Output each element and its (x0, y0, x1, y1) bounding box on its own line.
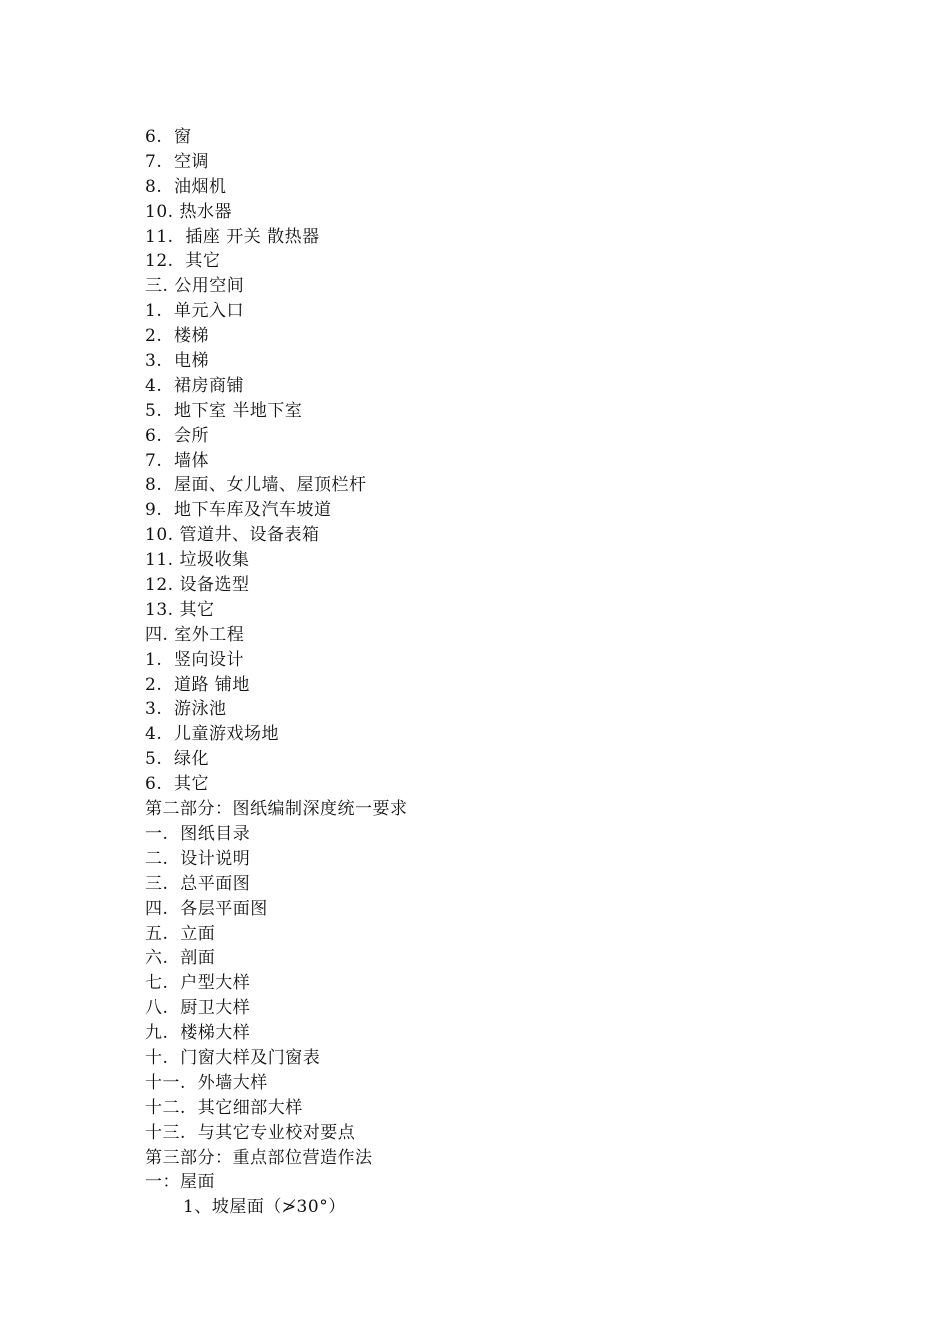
outline-line: 第二部分：图纸编制深度统一要求 (145, 799, 408, 820)
outline-line: 十三. 与其它专业校对要点 (145, 1122, 356, 1143)
outline-line: 一：屋面 (145, 1172, 215, 1193)
outline-line: 三. 总平面图 (145, 873, 251, 894)
outline-line: 3. 游泳池 (145, 699, 227, 720)
outline-line: 五. 立面 (145, 923, 216, 944)
outline-line: 六. 剖面 (145, 948, 216, 969)
outline-line: 10. 热水器 (145, 201, 232, 222)
outline-line: 8. 油烟机 (145, 176, 227, 197)
outline-line: 7. 空调 (145, 151, 210, 172)
outline-line: 三. 公用空间 (145, 276, 245, 297)
outline-line: 6. 窗 (145, 127, 192, 147)
outline-line: 九. 楼梯大样 (145, 1023, 251, 1044)
outline-line: 13. 其它 (145, 599, 215, 620)
outline-line: 12. 设备选型 (145, 575, 250, 596)
outline-line: 6. 其它 (145, 774, 210, 795)
outline-line: 10. 管道井、设备表箱 (145, 525, 320, 546)
outline-line: 11. 垃圾收集 (145, 550, 250, 571)
outline-line: 十. 门窗大样及门窗表 (145, 1047, 321, 1068)
outline-line: 二. 设计说明 (145, 848, 251, 869)
outline-line: 8. 屋面、女儿墙、屋顶栏杆 (145, 475, 367, 496)
outline-line: 四. 各层平面图 (145, 898, 268, 919)
outline-line: 2. 道路 铺地 (145, 674, 250, 695)
outline-line: 一. 图纸目录 (145, 823, 251, 844)
outline-line: 十二. 其它细部大样 (145, 1097, 303, 1118)
outline-line: 2. 楼梯 (145, 326, 210, 347)
outline-line: 9. 地下车库及汽车坡道 (145, 500, 332, 521)
outline-line: 7. 墙体 (145, 450, 210, 471)
outline-line: 4. 裙房商铺 (145, 375, 245, 396)
outline-line: 第三部分：重点部位营造作法 (145, 1147, 373, 1168)
outline-line: 十一. 外墙大样 (145, 1072, 268, 1093)
outline-line: 5. 地下室 半地下室 (145, 400, 303, 421)
outline-line: 四. 室外工程 (145, 624, 245, 645)
outline-line: 七. 户型大样 (145, 973, 251, 994)
outline-line: 1. 竖向设计 (145, 649, 245, 670)
outline-line: 4. 儿童游戏场地 (145, 724, 280, 745)
outline-line: 6. 会所 (145, 425, 210, 446)
outline-line: 12. 其它 (145, 251, 221, 272)
outline-list (145, 125, 845, 1220)
outline-line: 11. 插座 开关 散热器 (145, 226, 320, 247)
outline-line: 1、坡屋面（≯30°） (183, 1197, 346, 1218)
outline-line: 1. 单元入口 (145, 301, 245, 322)
outline-line: 八. 厨卫大样 (145, 998, 251, 1019)
outline-line: 3. 电梯 (145, 351, 210, 372)
outline-line: 5. 绿化 (145, 749, 210, 770)
